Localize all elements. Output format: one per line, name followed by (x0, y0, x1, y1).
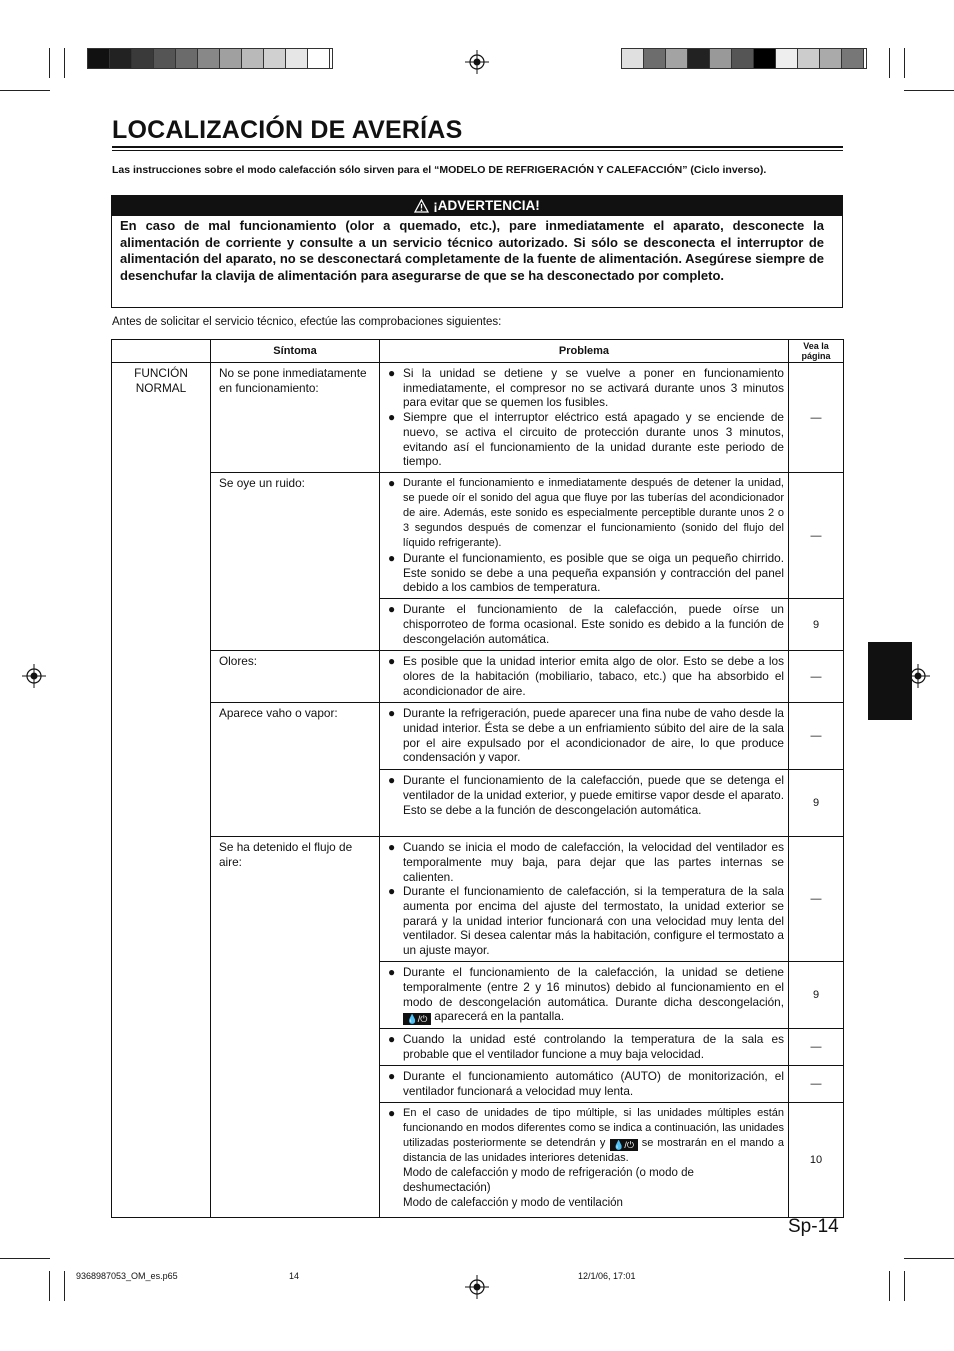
warning-heading-text: ¡ADVERTENCIA! (433, 198, 540, 213)
list-item: ● Durante la refrigeración, puede aparecer una fina nube de vaho desde la unidad interior. Ésta se debe a un enfriamiento súbito del aire de la sala por el aire expulsado por el acondicionador de aire, lo que produce condensación y vapor. (388, 706, 784, 765)
table-header-symptom: Síntoma (211, 340, 380, 363)
color-swatch (622, 49, 644, 68)
registration-mark-icon (465, 1275, 489, 1299)
table-header-problem: Problema (380, 340, 789, 363)
problem-cell (380, 599, 789, 651)
category-cell: FUNCIÓN NORMAL (112, 363, 211, 1218)
list-item: ● Si la unidad se detiene y se vuelve a poner en funcionamiento inmediatamente, el compresor no se activará durante unos 3 minutos para evitar que se quemen los fusibles. (388, 366, 784, 410)
page-ref-cell: — (789, 651, 844, 703)
crop-mark (64, 48, 65, 78)
crop-mark (904, 48, 905, 78)
symptom-cell: Olores: (211, 651, 380, 703)
symptom-cell: Aparece vaho o vapor: (211, 703, 380, 837)
page-ref-cell: — (789, 1029, 844, 1066)
list-item: ● Siempre que el interruptor eléctrico está apagado y se enciende de nuevo, se activa el circuito de protección durante unos 3 minutos, evitando así el funcionamiento de la unidad durante este periodo de tiempo. (388, 410, 784, 469)
table-header-page: Vea la página (789, 340, 844, 363)
table-row (112, 703, 844, 770)
color-swatch (820, 49, 842, 68)
troubleshooting-table (111, 339, 844, 1218)
problem-cell (380, 651, 789, 703)
color-bar-right (621, 48, 867, 69)
color-swatch (132, 49, 154, 68)
footer-page: 14 (289, 1271, 300, 1281)
crop-mark (0, 1258, 50, 1259)
color-swatch (710, 49, 732, 68)
color-swatch (666, 49, 688, 68)
footer-file: 9368987053_OM_es.p65 (76, 1271, 178, 1281)
list-item: ● Es posible que la unidad interior emita algo de olor. Esto se debe a los olores de la habitación (mobiliario, tabaco, etc.) que ha absorbido el acondicionador de aire. (388, 654, 784, 698)
color-swatch (242, 49, 264, 68)
list-item: ● Durante el funcionamiento de la calefacción, puede que se detenga el ventilador de la unidad exterior, y puede emitirse vapor desde el aparato. Esto se debe a la función de descongelación automática. (388, 773, 784, 817)
table-row (112, 363, 844, 473)
multi-unit-text: En el caso de unidades de tipo múltiple, si las unidades múltiples están funcionando en modos diferentes como se indica a continuación, las unidades utilizadas posteriormente se detendrán y (403, 1107, 784, 1150)
problem-cell (380, 837, 789, 962)
table-header-blank (112, 340, 211, 363)
crop-mark (904, 1271, 905, 1301)
color-swatch (264, 49, 286, 68)
intro-text: Antes de solicitar el servicio técnico, efectúe las comprobaciones siguientes: (112, 316, 502, 328)
crop-mark (49, 1271, 50, 1301)
problem-cell (380, 703, 789, 770)
list-item: ● Durante el funcionamiento automático (AUTO) de monitorización, el ventilador funcionará a velocidad muy lenta. (388, 1069, 784, 1098)
footer-date: 12/1/06, 17:01 (578, 1271, 636, 1281)
page-ref-cell: — (789, 837, 844, 962)
page-ref-cell: 9 (789, 770, 844, 837)
list-item: ● Durante el funcionamiento e inmediatamente después de detener la unidad, se puede oír el sonido del agua que fluye por las tuberías del acondicionador de aire. Además, este sonido es especialmente perceptible durante unos 2 o 3 segundos después de comenzar el funcionamiento (sonido del flujo del líquido refrigerante). (388, 476, 784, 551)
crop-mark (904, 1258, 954, 1259)
page-title: LOCALIZACIÓN DE AVERÍAS (112, 116, 463, 144)
page-ref-cell: — (789, 703, 844, 770)
table-row (112, 473, 844, 599)
warning-triangle-icon (414, 199, 429, 213)
symptom-cell: Se ha detenido el flujo de aire: (211, 837, 380, 1218)
table-row (112, 651, 844, 703)
page-ref-cell: 9 (789, 599, 844, 651)
color-swatch (286, 49, 308, 68)
color-swatch (732, 49, 754, 68)
problem-cell (380, 962, 789, 1029)
defrost-text: Durante el funcionamiento de la calefacción, la unidad se detiene temporalmente (entre 2 y 16 minutos) debido al funcionamiento en el modo de descongelación automática. Durante dicha descongelación, (403, 965, 784, 1009)
color-bar-left (87, 48, 333, 69)
page-ref-cell: — (789, 363, 844, 473)
heating-note: Las instrucciones sobre el modo calefacción sólo sirven para el “MODELO DE REFRIGERACIÓN Y CALEFACCIÓN” (Ciclo inverso). (112, 164, 767, 176)
color-swatch (88, 49, 110, 68)
list-item: ● Durante el funcionamiento de calefacción, si la temperatura de la sala aumenta por encima del ajuste del termostato, la unidad exterior se parará y la unidad interior funcionará con una velocidad muy lenta del ventilador. Si desea calentar más la habitación, configure el termostato a un ajuste mayor. (388, 884, 784, 958)
defrost-text-end: aparecerá en la pantalla. (434, 1009, 565, 1024)
multi-unit-text-end: se mostrarán en el mando a distancia de las unidades interiores detenidas. (403, 1137, 785, 1165)
color-swatch (154, 49, 176, 68)
mode-line: Modo de calefacción y modo de ventilación (403, 1197, 623, 1210)
color-swatch (776, 49, 798, 68)
problem-cell (380, 1029, 789, 1066)
list-item: ● Durante el funcionamiento de la calefacción, puede oírse un chisporroteo de forma ocasional. Este sonido es debido a la función de descongelación automática. (388, 602, 784, 646)
warning-body: En caso de mal funcionamiento (olor a quemado, etc.), pare inmediatamente el aparato, desconecte la alimentación de corriente y consulte a un servicio técnico autorizado. Si sólo se desconecta el interruptor de alimentación del aparato, no se desconectará completamente de la fuente de alimentación. Asegúrese siempre de desenchufar la clavija de alimentación para asegurarse de que se ha desconectado por completo. (120, 218, 824, 283)
registration-mark-icon (22, 664, 46, 688)
defrost-standby-icon: 💧/⏻ (610, 1139, 638, 1151)
page-ref-cell: — (789, 473, 844, 599)
table-row (112, 837, 844, 962)
crop-mark (64, 1271, 65, 1301)
title-rule (112, 150, 843, 151)
page-ref-cell: — (789, 1066, 844, 1103)
color-swatch (798, 49, 820, 68)
mode-line: Modo de calefacción y modo de refrigeración (o modo de deshumectación) (403, 1167, 694, 1195)
color-swatch (688, 49, 710, 68)
color-swatch (308, 49, 330, 68)
list-item (388, 1106, 784, 1166)
problem-cell (380, 1066, 789, 1103)
problem-cell (380, 1103, 789, 1218)
color-swatch (198, 49, 220, 68)
color-swatch (176, 49, 198, 68)
defrost-standby-icon: 💧/⏻ (403, 1013, 431, 1025)
warning-heading (112, 196, 842, 216)
problem-cell (380, 770, 789, 837)
crop-mark (889, 48, 890, 78)
crop-mark (49, 48, 50, 78)
list-item: ● Cuando se inicia el modo de calefacción, la velocidad del ventilador es temporalmente muy baja, para dejar que las partes internas se calienten. (388, 840, 784, 884)
color-swatch (754, 49, 776, 68)
crop-mark (904, 90, 954, 91)
color-swatch (842, 49, 864, 68)
color-swatch (110, 49, 132, 68)
registration-mark-icon (465, 50, 489, 74)
list-item: ● Cuando la unidad esté controlando la temperatura de la sala es probable que el ventilador funcione a muy baja velocidad. (388, 1032, 784, 1061)
symptom-cell: No se pone inmediatamente en funcionamiento: (211, 363, 380, 473)
page-number: Sp-14 (788, 1216, 839, 1237)
crop-mark (0, 90, 50, 91)
page-ref-cell: 10 (789, 1103, 844, 1218)
title-rule (112, 146, 843, 148)
section-tab (868, 642, 912, 720)
color-swatch (220, 49, 242, 68)
problem-cell (380, 473, 789, 599)
problem-cell (380, 363, 789, 473)
symptom-cell: Se oye un ruido: (211, 473, 380, 651)
table-header-row (112, 340, 844, 363)
list-item (388, 965, 784, 1025)
page-ref-cell: 9 (789, 962, 844, 1029)
list-item: ● Durante el funcionamiento, es posible que se oiga un pequeño chirrido. Este sonido se debe a una pequeña expansión y contracción del panel debido a los cambios de temperatura. (388, 551, 784, 595)
color-swatch (644, 49, 666, 68)
warning-box (111, 195, 843, 308)
crop-mark (889, 1271, 890, 1301)
